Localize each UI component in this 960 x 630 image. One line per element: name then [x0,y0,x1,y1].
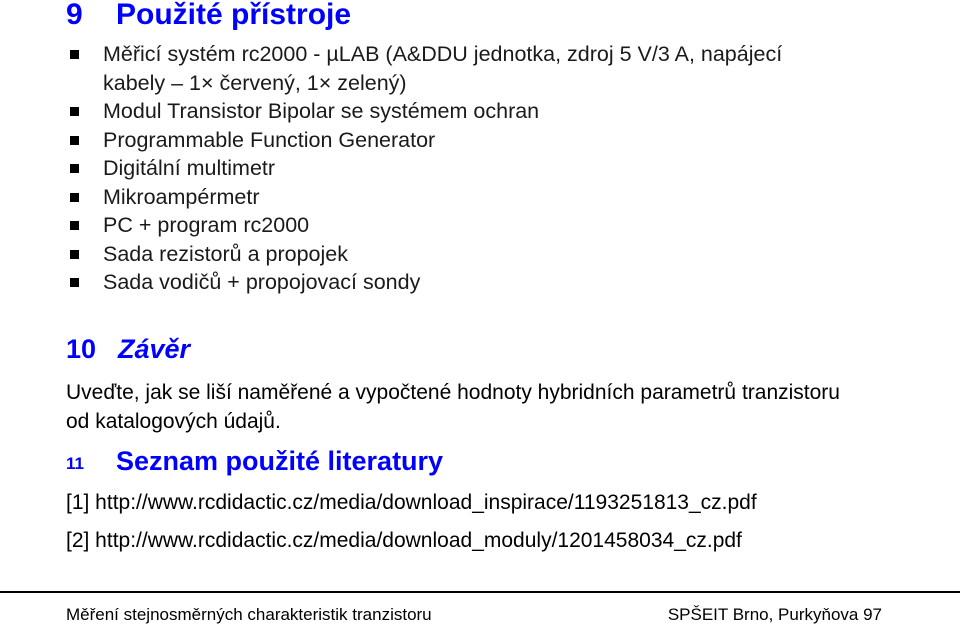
list-item [70,97,940,126]
square-bullet-icon [70,50,79,59]
section-10-number: 10 [66,334,97,364]
list-item [70,240,940,269]
section-11-title: Seznam použité literatury [116,446,444,476]
square-bullet-icon [70,193,79,202]
section-10-title: Závěr [118,334,191,364]
section-10-heading [66,334,466,368]
square-bullet-icon [70,107,79,116]
section-9-title: Použité přístroje [116,0,352,31]
reference-1: [1] http://www.rcdidactic.cz/media/download_inspirace/1193251813_cz.pdf [66,491,757,514]
footer-right: SPŠEIT Brno, Purkyňova 97 [667,605,882,624]
list-item [70,126,940,155]
footer-divider [0,591,960,593]
list-item [70,268,940,297]
list-item-label: Mikroampérmetr [103,184,260,209]
section-9-heading [66,0,666,34]
list-item-label: PC + program rc2000 [103,213,310,237]
square-bullet-icon [70,278,79,287]
list-item [70,40,843,97]
square-bullet-icon [70,136,79,145]
square-bullet-icon [70,221,79,230]
list-item-label: Sada vodičů + propojovací sondy [103,270,421,294]
list-item-label: Modul Transistor Bipolar se systémem ochran [103,99,540,123]
list-item [70,211,940,240]
equipment-list [70,40,940,297]
footer-left: Měření stejnosměrných charakteristik tranzistoru [66,605,432,624]
section-11-number: 11 [66,454,84,473]
conclusion-text: Uveďte, jak se liší naměřené a vypočtené hodnoty hybridních parametrů tranzistoru od katalogových údajů. [66,381,840,433]
section-9-number: 9 [66,0,83,31]
section-11-heading [66,446,666,482]
list-item [70,183,940,212]
list-item-label: Sada rezistorů a propojek [103,241,349,266]
list-item-label: Měřicí systém rc2000 - µLAB (A&DDU jednotka, zdroj 5 V/3 A, napájecí kabely – 1× červený, 1× zelený) [103,42,783,95]
square-bullet-icon [70,250,79,259]
list-item [70,154,940,183]
reference-2: [2] http://www.rcdidactic.cz/media/download_moduly/1201458034_cz.pdf [66,529,742,552]
list-item-label: Digitální multimetr [103,156,276,180]
list-item-label: Programmable Function Generator [103,127,436,152]
square-bullet-icon [70,164,79,173]
